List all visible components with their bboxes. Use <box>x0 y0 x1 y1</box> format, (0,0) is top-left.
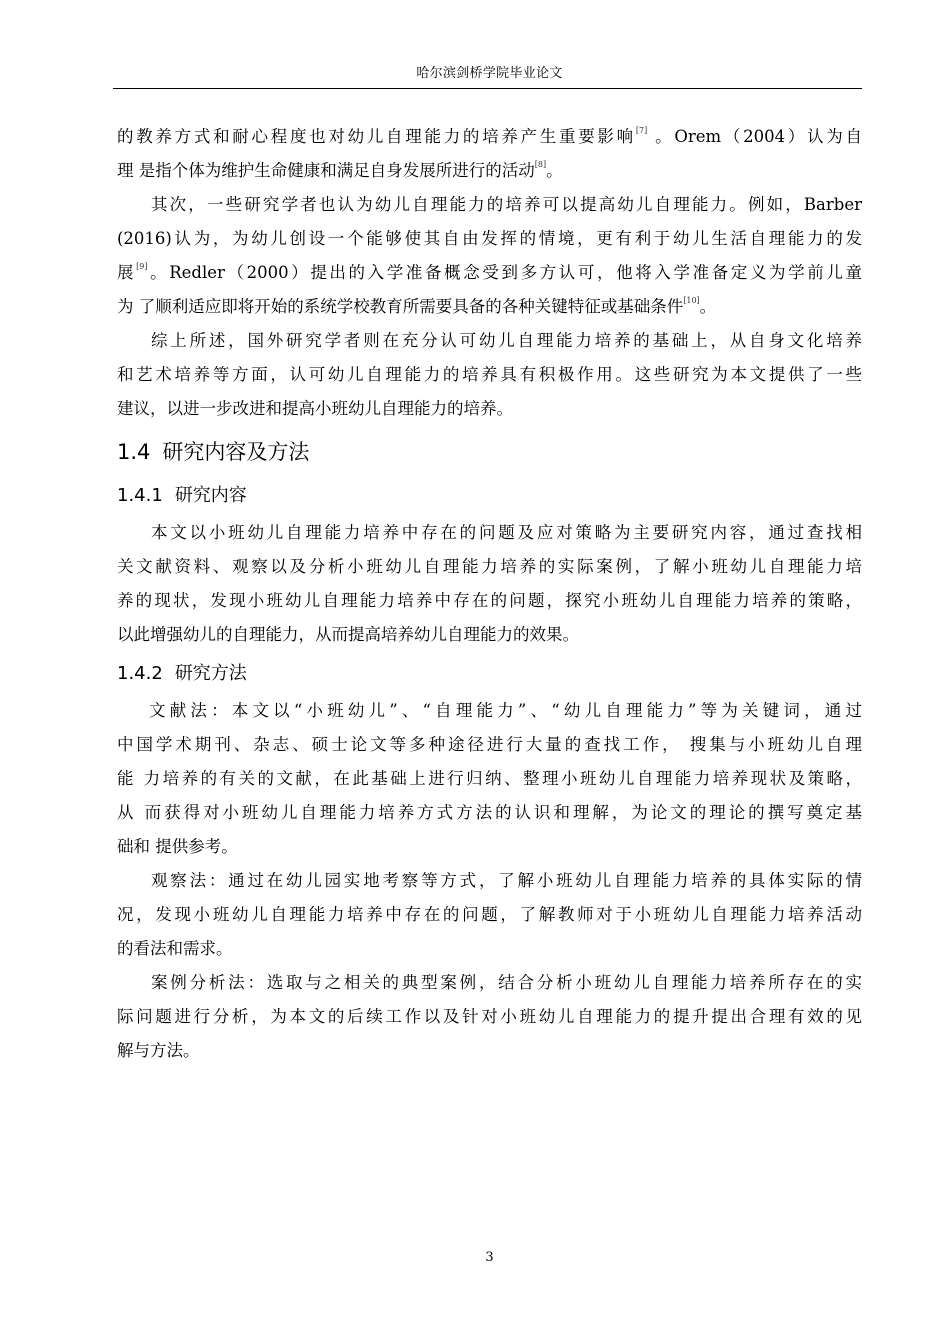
page-number: 3 <box>485 1250 494 1265</box>
paragraph-line: 解与方法。 <box>117 1041 200 1060</box>
header-rule <box>113 88 862 89</box>
paragraph-line: 和艺术培养等方面，认可幼儿自理能力的培养具有积极作用。这些研究为本文提供了一些 <box>117 365 862 384</box>
paragraph-line: 展[9]。Redler（2000）提出的入学准备概念受到多方认可，他将入学准备定义为学前儿童 <box>117 262 863 282</box>
subsection-title: 研究方法 <box>174 663 247 684</box>
subsection-title: 研究内容 <box>174 485 247 506</box>
paragraph-line: 况，发现小班幼儿自理能力培养中存在的问题，了解教师对于小班幼儿自理能力培养活动 <box>117 905 862 924</box>
paragraph-line: 文献法：本文以“小班幼儿”、“自理能力”、“幼儿自理能力”等为关键词，通过 <box>149 701 862 720</box>
paragraph-line: (2016)认为，为幼儿创设一个能够使其自由发挥的情境，更有利于幼儿生活自理能力的发 <box>117 229 862 248</box>
paragraph-line: 养的现状，发现小班幼儿自理能力培养中存在的问题，探究小班幼儿自理能力培养的策略， <box>117 591 862 610</box>
paragraph-line: 能 力培养的有关的文献，在此基础上进行归纳、整理小班幼儿自理能力培养现状及策略， <box>117 769 862 788</box>
subsection-heading <box>117 476 862 516</box>
paragraph-line: 从 而获得对小班幼儿自理能力培养方式方法的认识和理解，为论文的理论的撰写奠定基 <box>117 803 862 822</box>
paragraph-line: 本文以小班幼儿自理能力培养中存在的问题及应对策略为主要研究内容，通过查找相 <box>151 523 862 542</box>
paragraph-line: 观察法：通过在幼儿园实地考察等方式，了解小班幼儿自理能力培养的具体实际的情 <box>151 871 862 890</box>
paragraph-line: 综上所述，国外研究学者则在充分认可幼儿自理能力培养的基础上，从自身文化培养 <box>151 331 862 350</box>
section-title: 研究内容及方法 <box>162 440 310 464</box>
paragraph-line: 的看法和需求。 <box>117 939 233 958</box>
paragraph-line: 的教养方式和耐心程度也对幼儿自理能力的培养产生重要影响[7] 。Orem（2004）认为自 <box>117 126 863 146</box>
paragraph-line: 以此增强幼儿的自理能力，从而提高培养幼儿自理能力的效果。 <box>117 625 579 644</box>
paragraph-line: 关文献资料、观察以及分析小班幼儿自理能力培养的实际案例，了解小班幼儿自理能力培 <box>117 557 862 576</box>
paragraph-line: 理 是指个体为维护生命健康和满足自身发展所进行的活动[8]。 <box>117 160 563 180</box>
citation-ref: [8] <box>534 160 547 169</box>
section-number: 1.4 <box>117 440 151 464</box>
running-header: 哈尔滨剑桥学院毕业论文 <box>416 66 563 81</box>
section-heading <box>117 430 862 474</box>
paragraph-line: 际问题进行分析，为本文的后续工作以及针对小班幼儿自理能力的提升提出合理有效的见 <box>117 1007 862 1026</box>
subsection-number: 1.4.2 <box>117 663 163 684</box>
paragraph-line: 中国学术期刊、杂志、硕士论文等多种途径进行大量的查找工作， 搜集与小班幼儿自理 <box>117 735 862 754</box>
paragraph-line: 础和 提供参考。 <box>117 837 238 856</box>
body-text <box>117 120 862 1068</box>
subsection-number: 1.4.1 <box>117 485 163 506</box>
paragraph-line: 其次，一些研究学者也认为幼儿自理能力的培养可以提高幼儿自理能力。例如，Barber <box>151 195 862 214</box>
paragraph-line: 为 了顺利适应即将开始的系统学校教育所需要具备的各种关键特征或基础条件[10]。 <box>117 296 717 316</box>
paragraph-line: 建议，以进一步改进和提高小班幼儿自理能力的培养。 <box>117 399 513 418</box>
citation-ref: [10] <box>683 296 700 305</box>
subsection-heading <box>117 654 862 694</box>
paragraph-line: 案例分析法：选取与之相关的典型案例，结合分析小班幼儿自理能力培养所存在的实 <box>151 973 862 992</box>
citation-ref: [9] <box>136 262 148 271</box>
citation-ref: [7] <box>635 126 648 135</box>
